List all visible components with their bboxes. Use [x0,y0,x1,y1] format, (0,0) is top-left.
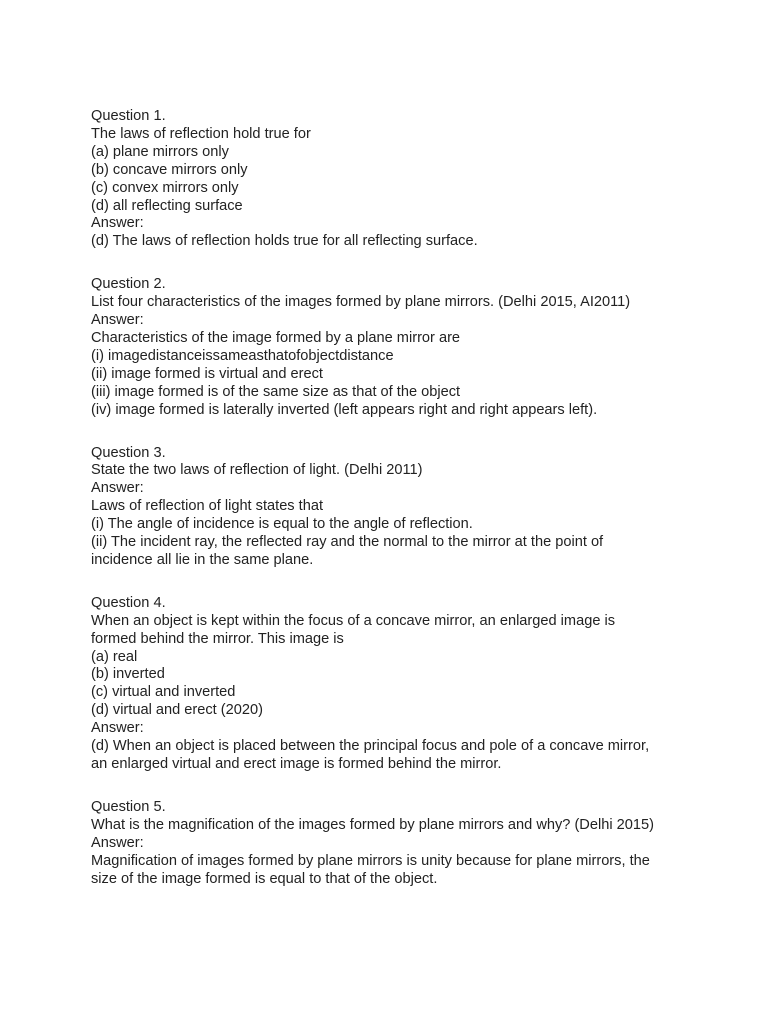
answer-label: Answer: [91,480,144,497]
answer-line: (iii) image formed is of the same size as that of the object [91,383,461,400]
question-heading: Question 4. [91,594,166,611]
answer-line: (ii) image formed is virtual and erect [91,365,323,382]
answer-label: Answer: [91,834,144,851]
answer-line: incidence all lie in the same plane. [91,551,314,568]
answer-line: (d) When an object is placed between the principal focus and pole of a concave mirror, [91,738,650,755]
document-body [91,108,691,913]
answer-line: (i) imagedistanceissameasthatofobjectdistance [91,347,394,364]
question-block-1 [91,108,691,251]
question-text-line: When an object is kept within the focus of a concave mirror, an enlarged image is [91,612,616,629]
option-line: (d) virtual and erect (2020) [91,702,263,719]
option-line: (b) concave mirrors only [91,161,248,178]
question-heading: Question 2. [91,276,166,293]
question-block-2 [91,276,691,419]
question-text-line: formed behind the mirror. This image is [91,630,344,647]
option-line: (a) plane mirrors only [91,143,229,160]
answer-line: Laws of reflection of light states that [91,498,324,515]
question-heading: Question 1. [91,108,166,124]
question-block-5 [91,799,691,889]
answer-line: size of the image formed is equal to that of the object. [91,870,438,887]
answer-label: Answer: [91,312,144,329]
question-heading: Question 5. [91,798,166,815]
question-text-line: What is the magnification of the images formed by plane mirrors and why? (Delhi 2015) [91,816,654,833]
question-block-4 [91,595,691,774]
question-block-3 [91,445,691,570]
answer-line: Magnification of images formed by plane mirrors is unity because for plane mirrors, the [91,852,650,869]
option-line: (a) real [91,648,138,665]
answer-line: (d) The laws of reflection holds true for all reflecting surface. [91,233,478,250]
answer-line: (i) The angle of incidence is equal to the angle of reflection. [91,516,473,533]
question-heading: Question 3. [91,444,166,461]
option-line: (c) convex mirrors only [91,179,239,196]
option-line: (b) inverted [91,666,165,683]
question-text-line: List four characteristics of the images formed by plane mirrors. (Delhi 2015, AI2011) [91,294,631,311]
option-line: (d) all reflecting surface [91,197,243,214]
question-text-line: State the two laws of reflection of light. (Delhi 2011) [91,462,423,479]
option-line: (c) virtual and inverted [91,684,236,701]
answer-line: (iv) image formed is laterally inverted (left appears right and right appears left). [91,401,598,418]
question-text-line: The laws of reflection hold true for [91,125,311,142]
answer-label: Answer: [91,720,144,737]
answer-label: Answer: [91,215,144,232]
answer-line: an enlarged virtual and erect image is formed behind the mirror. [91,756,502,772]
answer-line: Characteristics of the image formed by a plane mirror are [91,329,461,346]
answer-line: (ii) The incident ray, the reflected ray and the normal to the mirror at the point of [91,534,604,551]
